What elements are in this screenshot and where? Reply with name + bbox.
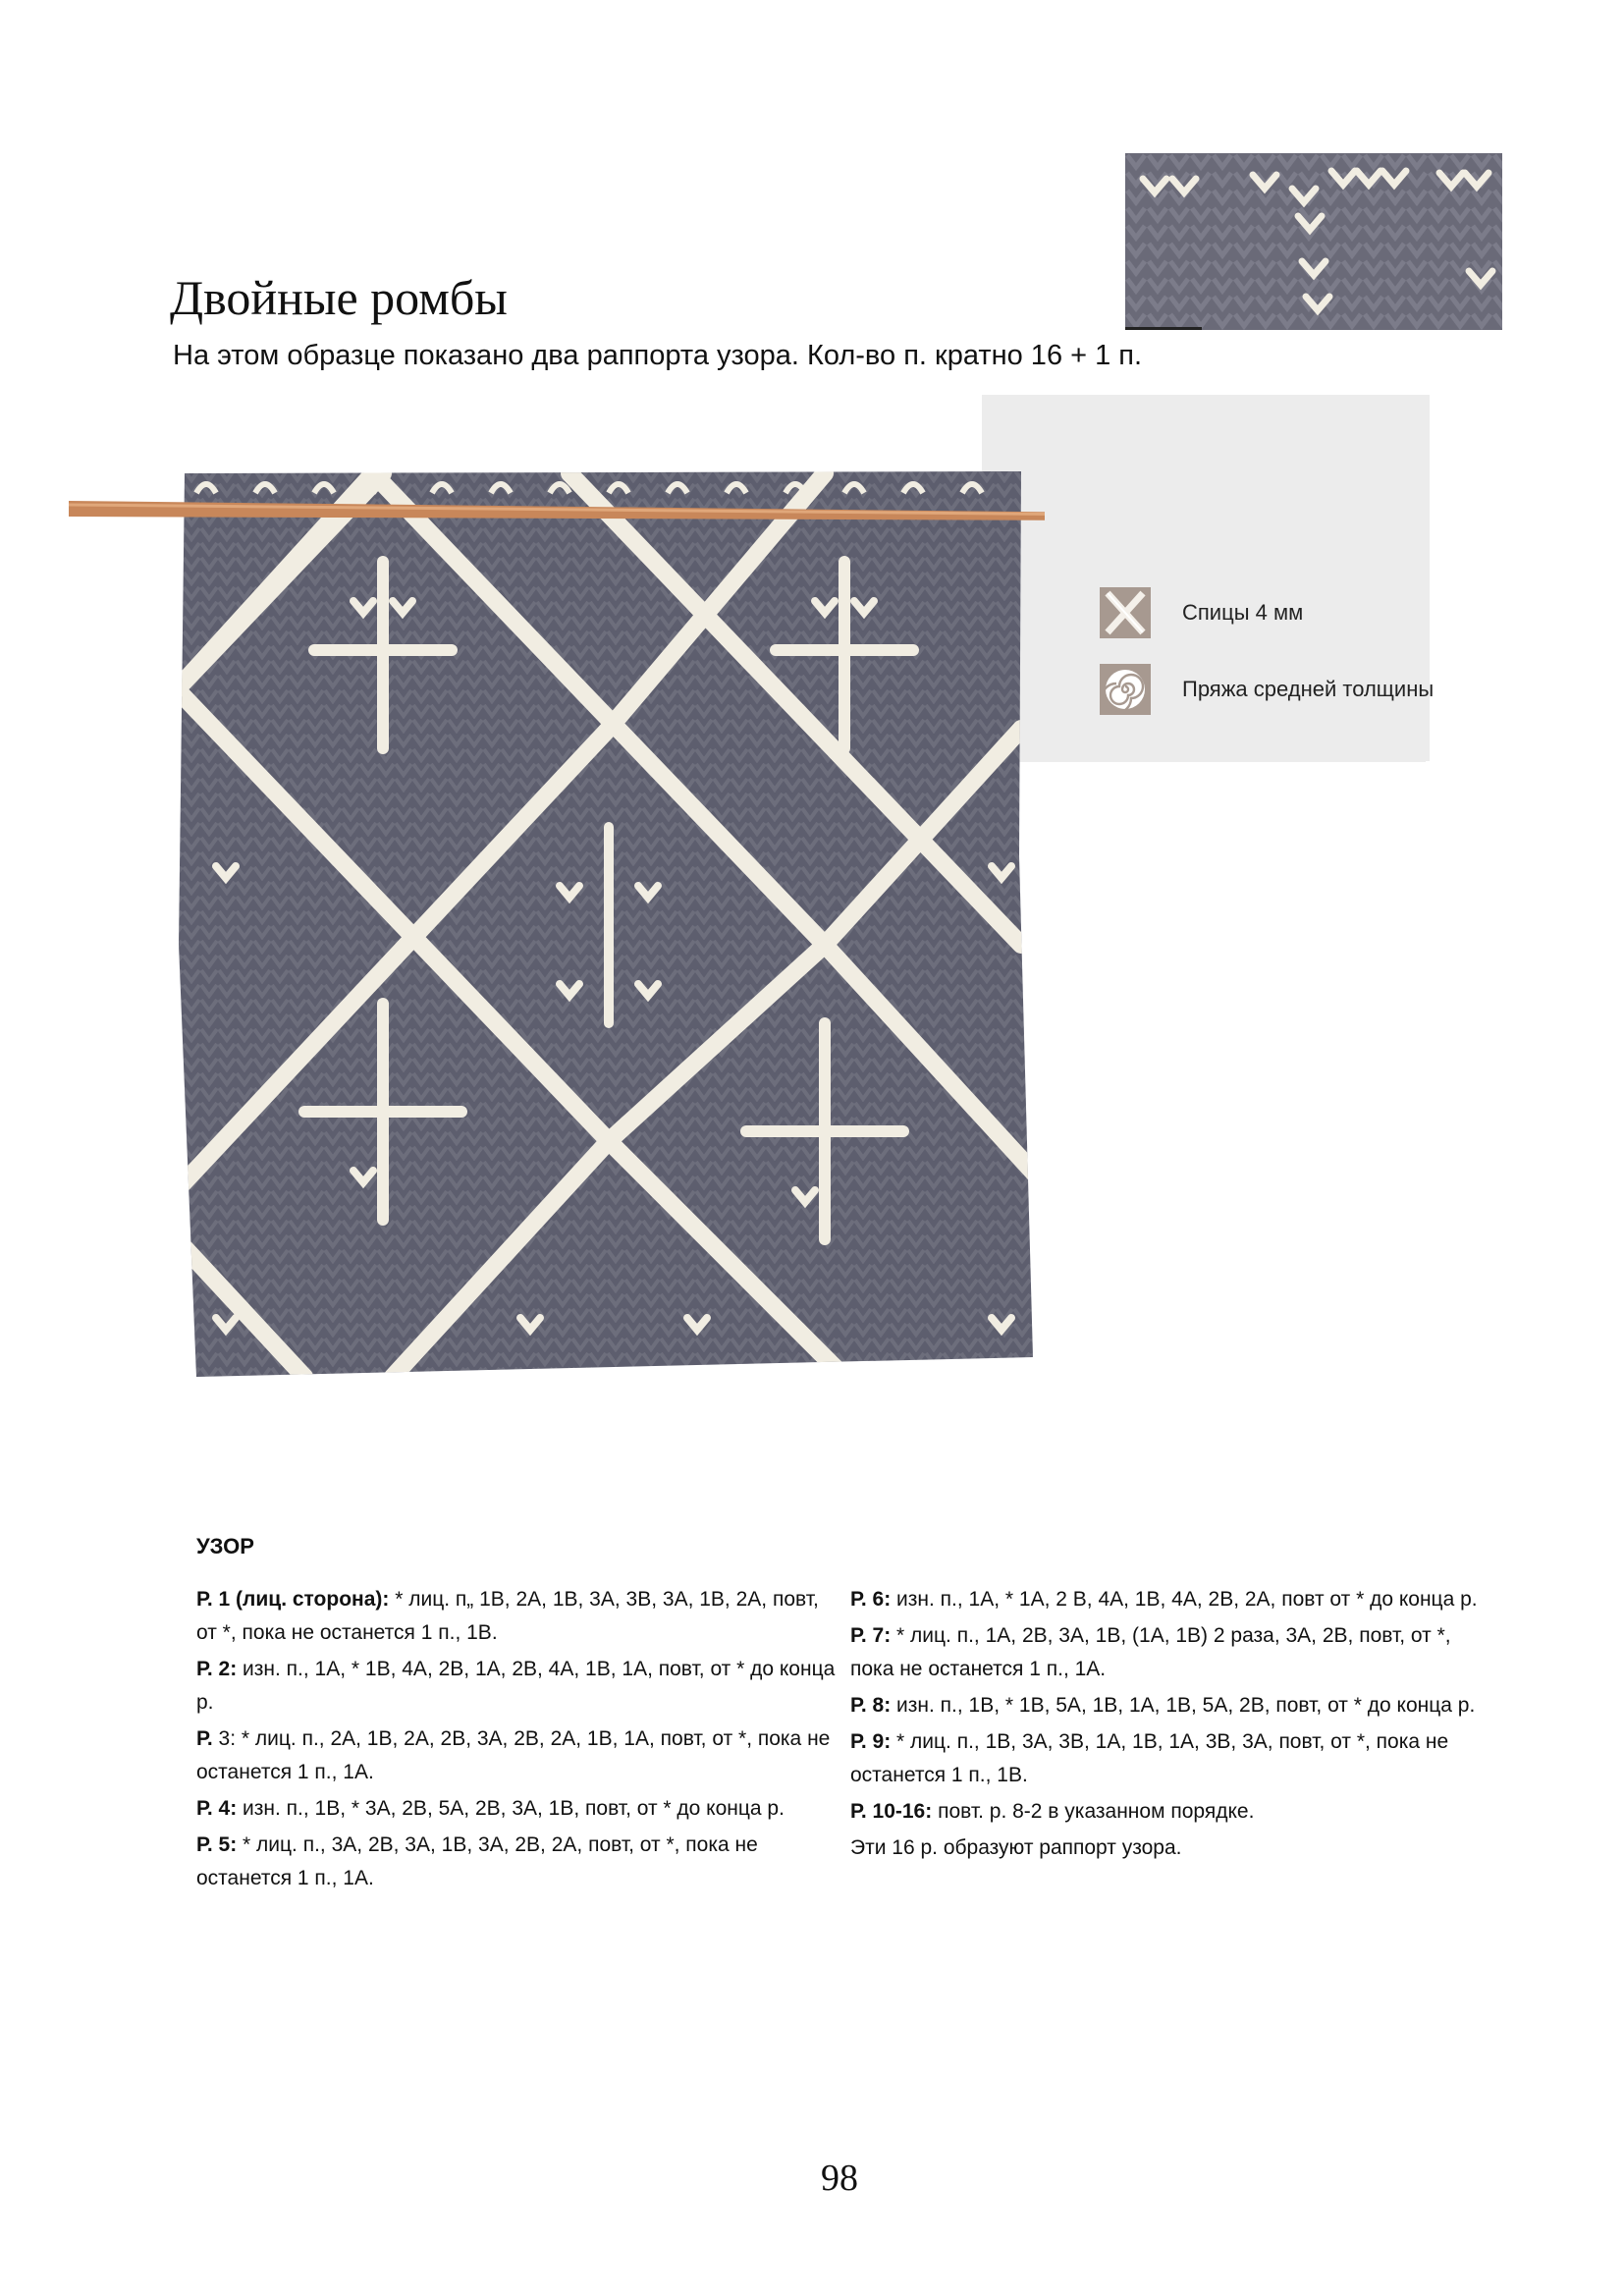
pattern-row <box>850 1831 1498 1865</box>
needles-legend-item <box>1100 587 1303 638</box>
row-text: * лиц. п., 1А, 2В, 3А, 1В, (1А, 1В) 2 раза, 3А, 2В, повт, от *, пока не останется 1 п., 1А. <box>850 1624 1451 1680</box>
pattern-row <box>196 1583 839 1650</box>
swatch-thumbnail <box>1125 153 1502 330</box>
row-text: повт. р. 8-2 в указанном порядке. <box>932 1800 1255 1823</box>
row-label: Р. 4: <box>196 1797 238 1820</box>
pattern-row <box>850 1725 1498 1792</box>
row-text: * лиц. п., 1В, 3А, 3В, 1А, 1В, 1А, 3В, 3А, повт, от *, пока не останется 1 п., 1В. <box>850 1730 1449 1786</box>
materials-legend <box>1045 395 1435 761</box>
row-label: Р. 1 (лиц. сторона): <box>196 1588 390 1611</box>
page-title: Двойные ромбы <box>170 270 508 325</box>
yarn-label: Пряжа средней толщины <box>1182 677 1435 701</box>
row-text: 3: * лиц. п., 2А, 1В, 2А, 2В, 3А, 2В, 2А, 1В, 1А, повт, от *, пока не останется 1 п., 1А. <box>196 1727 831 1783</box>
page-subtitle: На этом образце показано два раппорта узора. Кол-во п. кратно 16 + 1 п. <box>173 340 1143 371</box>
row-label: Р. 10-16: <box>850 1800 933 1823</box>
page-number: 98 <box>821 2158 858 2199</box>
row-label: Р. 2: <box>196 1658 238 1680</box>
pattern-heading: УЗОР <box>196 1534 254 1558</box>
pattern-row <box>850 1583 1498 1616</box>
row-text: * лиц. п„ 1В, 2А, 1В, 3А, 3В, 3А, 1В, 2А, повт, от *, пока не останется 1 п., 1В. <box>196 1588 819 1644</box>
row-text: изн. п., 1А, * 1В, 4А, 2В, 1А, 2В, 4А, 1В, 1А, повт, от * до конца р. <box>196 1658 836 1714</box>
yarn-ball-icon <box>1100 664 1151 715</box>
pattern-row <box>196 1722 839 1789</box>
row-text: изн. п., 1В, * 3А, 2В, 5А, 2В, 3А, 1В, повт, от * до конца р. <box>237 1797 785 1820</box>
pattern-rows-left <box>196 1583 839 1898</box>
yarn-legend-item <box>1100 664 1434 715</box>
pattern-row <box>196 1792 839 1826</box>
pattern-rows-right <box>850 1583 1498 1868</box>
pattern-row <box>850 1689 1498 1722</box>
pattern-row <box>850 1795 1498 1829</box>
row-text: * лиц. п., 3А, 2В, 3А, 1В, 3А, 2В, 2А, повт, от *, пока не останется 1 п., 1А. <box>196 1833 758 1889</box>
row-label: Р. 5: <box>196 1833 238 1856</box>
pattern-row <box>196 1829 839 1895</box>
row-text: Эти 16 р. образуют раппорт узора. <box>850 1836 1182 1859</box>
thumbnail-underline <box>1125 327 1202 330</box>
needles-label: Спицы 4 мм <box>1182 600 1304 625</box>
row-text: изн. п., 1В, * 1В, 5А, 1В, 1А, 1В, 5А, 2В, повт, от * до конца р. <box>891 1694 1476 1717</box>
row-label: Р. 8: <box>850 1694 892 1717</box>
pattern-row <box>196 1653 839 1720</box>
row-text: изн. п., 1А, * 1А, 2 В, 4А, 1В, 4А, 2В, 2А, повт от * до конца р. <box>891 1588 1478 1611</box>
row-label: Р. <box>196 1727 213 1750</box>
pattern-row <box>850 1619 1498 1686</box>
row-label: Р. 9: <box>850 1730 892 1753</box>
crossed-needles-icon <box>1100 587 1151 638</box>
row-label: Р. 7: <box>850 1624 892 1647</box>
row-label: Р. 6: <box>850 1588 892 1611</box>
